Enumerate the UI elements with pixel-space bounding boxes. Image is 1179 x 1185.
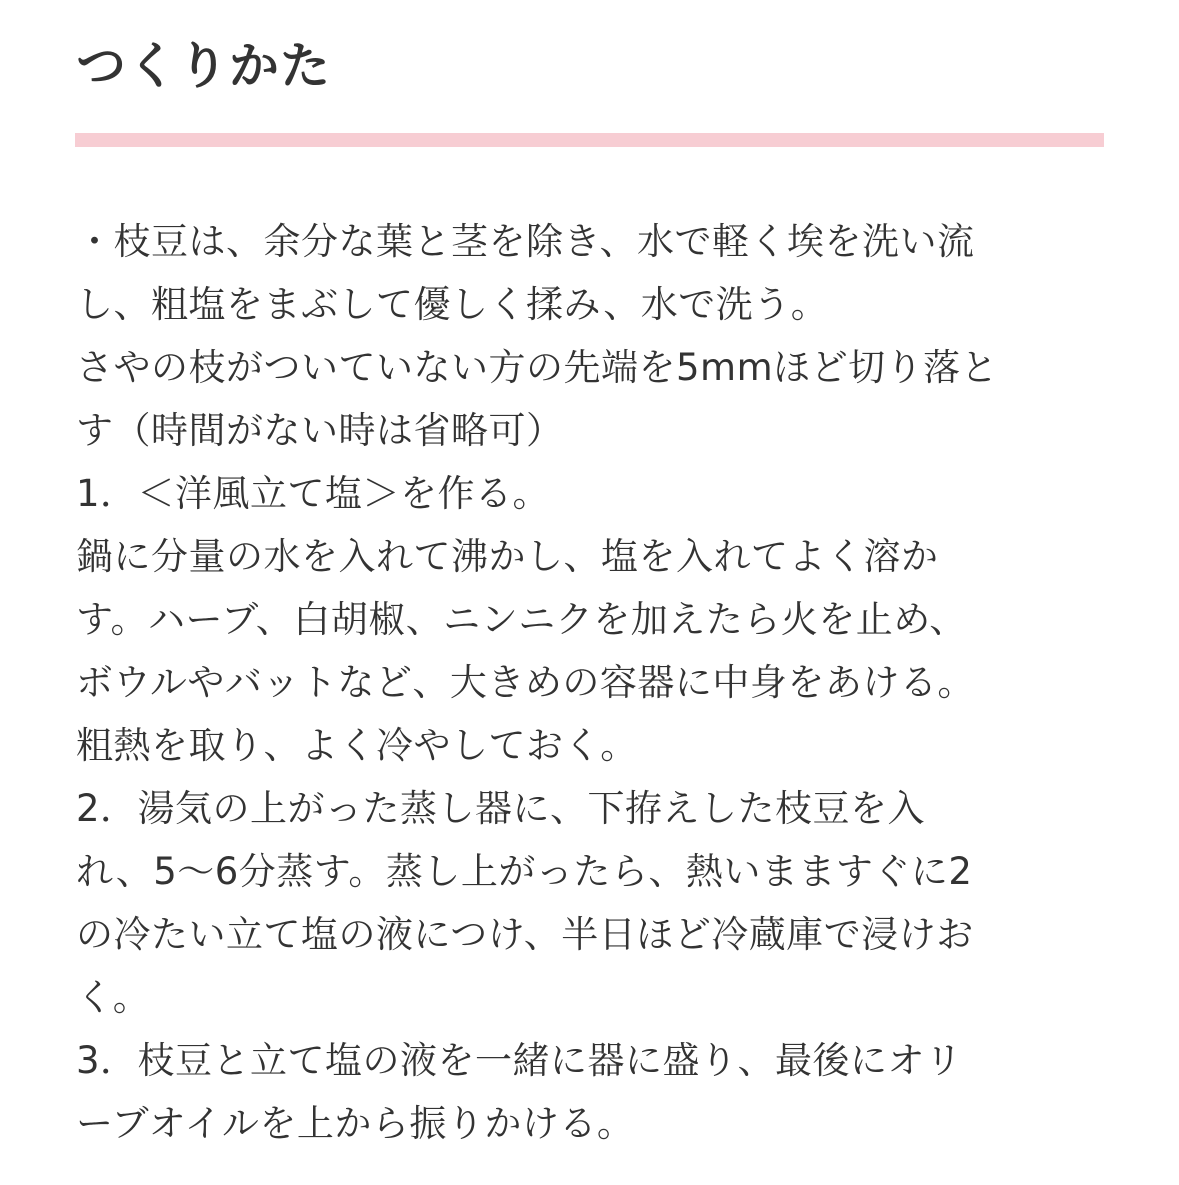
recipe-instructions [76,210,1116,1155]
instruction-line: す。ハーブ、白胡椒、ニンニクを加えたら火を止め、 [76,598,967,641]
page-title: つくりかた [76,37,331,95]
instruction-line: れ、5〜6分蒸す。蒸し上がったら、熱いまますぐに2 [76,850,973,893]
instruction-line: く。 [76,976,151,1019]
instruction-line: し、粗塩をまぶして優しく揉み、水で洗う。 [76,283,829,326]
instruction-line: す（時間がない時は省略可） [76,409,564,452]
instruction-line: ・枝豆は、余分な葉と茎を除き、水で軽く埃を洗い流 [76,220,975,263]
instruction-line: さやの枝がついていない方の先端を5mmほど切り落と [76,346,999,389]
instruction-line: ボウルやバットなど、大きめの容器に中身をあける。 [76,661,975,704]
instruction-line: 粗熱を取り、よく冷やしておく。 [76,724,638,767]
step-2-line: 2．湯気の上がった蒸し器に、下拵えした枝豆を入 [76,787,926,830]
title-divider [75,133,1104,147]
step-3-line: 3．枝豆と立て塩の液を一緒に器に盛り、最後にオリ [76,1039,963,1082]
step-1-heading: 1．＜洋風立て塩＞を作る。 [76,472,551,515]
instruction-line: 鍋に分量の水を入れて沸かし、塩を入れてよく溶か [76,535,939,578]
instruction-line: の冷たい立て塩の液につけ、半日ほど冷蔵庫で浸けお [76,913,974,956]
instruction-line: ーブオイルを上から振りかける。 [76,1102,635,1145]
